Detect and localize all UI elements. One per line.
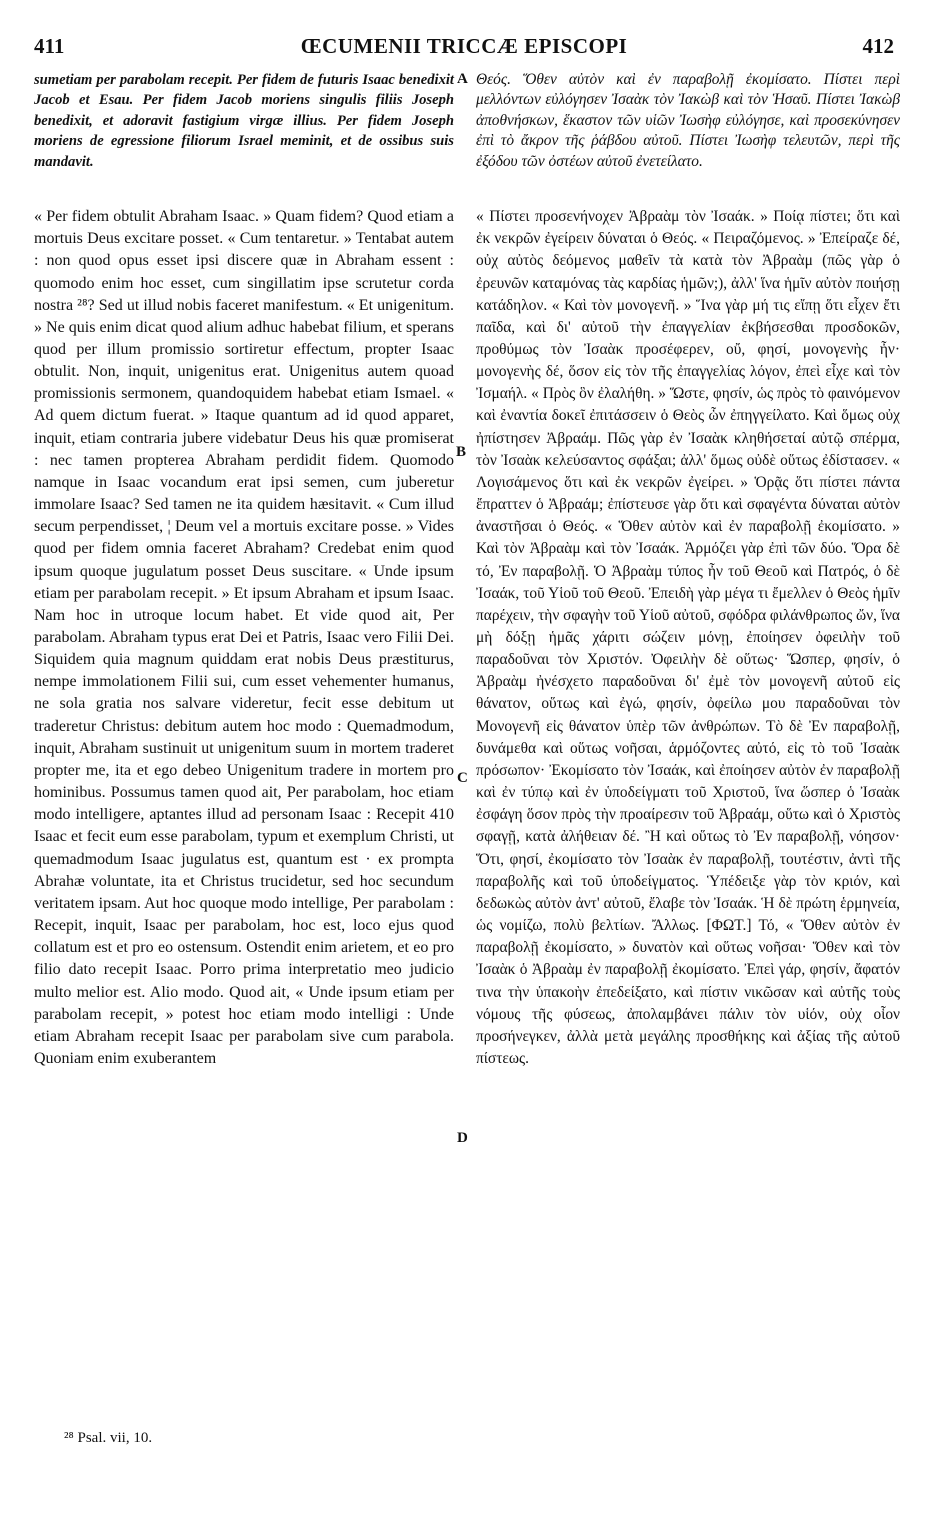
footnote: ²⁸ Psal. vii, 10. bbox=[64, 1430, 153, 1446]
page-number-left: 411 bbox=[34, 34, 65, 58]
margin-letter-c: C bbox=[457, 770, 468, 786]
page-number-right: 412 bbox=[862, 34, 894, 58]
margin-letter-d: D bbox=[457, 1130, 468, 1146]
margin-letter-b: B bbox=[456, 444, 467, 460]
running-header bbox=[34, 34, 894, 64]
greek-commentary: « Πίστει προσενήνοχεν Ἀβραὰμ τὸν Ἰσαάκ. » Ποίᾳ πίστει; ὅτι καὶ ἐκ νεκρῶν ἐγείρειν δύναται ὁ Θεός. « Πειραζόμενος. » Ἐπείραζε δέ, οὐχ αὐτὸς δεόμενος μαθεῖν τὰ κατὰ τὸν Ἀβραὰμ (πῶς γὰρ ὁ ἐρευνῶν καταμόνας τὰς καρδίας ἡμῶν;), ἀλλ' ἵνα ἡμῖν αὐτὸν ποιήσῃ κατάδηλον. « Καὶ τὸν μονογενῆ. » Ἵνα γὰρ μή τις εἴπῃ ὅτι εἶχεν ἔτι παῖδα, καὶ δι' αὐτοῦ τὴν ἐπαγγελίαν ἐκβήσεσθαι προσδοκῶν, προθύμως τὸν Ἰσαὰκ προσέφερεν, οὔ, φησί, μονογενὴς ἦν· μονογενὴς δέ, ὅσον εἰς τὸν τῆς ἐπαγγελίας λόγον, ἐπεὶ εἶχε καὶ τὸν Ἰσμαήλ. « Πρὸς ὃν ἐλαλήθη. » Ὥστε, φησίν, ὡς πρὸς τὸ φαινόμενον καὶ ἐναντία δοκεῖ ἐπιτάσσειν ὁ Θεὸς ὧν ἐπηγγείλατο. Καὶ ὅμως οὐχ ἠπίστησεν Ἀβραάμ. Πῶς γὰρ ἐν Ἰσαὰκ κληθήσεταί αὐτῷ σπέρμα, τὸν Ἰσαὰκ κελεύσαντος σφάξαι; ἀλλ' ὅμως οὐδὲ οὕτως ἐδίστασεν. « Λογισάμενος ὅτι καὶ ἐκ νεκρῶν ἐγείρει. » Ὁρᾷς ὅτι πίστει πάντα ἔπραττεν ὁ Ἀβραάμ; ἐπίστευσε γὰρ ὅτι καὶ σφαγέντα δύναται αὐτὸν ἀναστῆσαι ὁ Θεός. « Ὅθεν αὐτὸν καὶ ἐν παραβολῇ ἐκομίσατο. » Καὶ τὸν Ἀβραὰμ καὶ τὸν Ἰσαάκ. Ἁρμόζει γὰρ ἐπὶ τῶν δύο. Ὅρα δὲ τό, Ἐν παραβολῇ. Ὁ Ἀβραὰμ τύπος ἦν τοῦ Θεοῦ καὶ Πατρός, ὁ δὲ Ἰσαάκ, τοῦ Υἱοῦ τοῦ Θεοῦ. Ἐπειδὴ γὰρ μέγα τι ἔμελλεν ὁ Θεὸς ἡμῖν παρέχειν, τὴν σφαγὴν τοῦ Υἱοῦ αὐτοῦ, σφόδρα φιλάνθρωπος ὤν, ἵνα μὴ δόξῃ ἡμᾶς χάριτι σώζειν μόνῃ, ἐποίησεν ὀφειλὴν τοῦ παραδοῦναι τὸν Χριστόν. Ὀφειλὴν δὲ οὕτως· Ὥσπερ, φησίν, ὁ Ἀβραὰμ ἠνέσχετο παραδοῦναι δι' ἐμὲ τὸν μονογενῆ αὐτοῦ εἰς θάνατον, οὕτως καὶ ἐγώ, φησίν, ὀφείλω μου παραδοῦναι τὸν Μονογενῆ εἰς θάνατον ὑπὲρ τῶν ἀνθρώπων. Τὸ δὲ Ἐν παραβολῇ, δυνάμεθα καὶ οὕτως νοῆσαι, ἁρμόζοντες αὐτό, εἰς τὸ τοῦ Ἰσαὰκ πρόσωπον· Ἐκομίσατο τὸν Ἰσαάκ, καὶ ἐποίησεν αὐτὸν ἐν παραβολῇ καὶ ἐν τύπῳ καὶ ἐν ὑποδείγματι τοῦ Χριστοῦ, ἵνα ὥσπερ ὁ Ἰσαὰκ ἐσφάγη ὅσον πρὸς τὴν προαίρεσιν τοῦ Ἀβραάμ, οὕτω καὶ ὁ Χριστὸς σφαγῇ, κατὰ ἀλήθειαν δέ. Ἢ καὶ οὕτως τὸ Ἐν παραβολῇ, νόησον· Ὅτι, φησί, ἐκομίσατο τὸν Ἰσαὰκ ἐν παραβολῇ, τουτέστιν, ἀντὶ τῆς παραβολῆς καὶ τοῦ ὑποδείγματος. Ὑπέδειξε γὰρ τὸν κριόν, καὶ δεδωκὼς αὐτὸν ἀντ' αὐτοῦ, ἔλαβε τὸν Ἰσαάκ. Ἡ δὲ πρώτη ἑρμηνεία, ὡς νομίζω, πολὺ βελτίων. Ἄλλως. [ΦΩΤ.] Τό, « Ὅθεν αὐτὸν ἐν παραβολῇ ἐκομίσατο, » δυνατὸν καὶ οὕτως νοῆσαι· Ὅθεν καὶ τὸν Ἰσαὰκ ὁ Ἀβραὰμ ἐν παραβολῇ ἐκομίσατο. Ἐπεὶ γάρ, φησίν, ἄφατόν τινα τὴν ὑπακοὴν ἐπεδείξατο, καὶ πίστιν νικῶσαν καὶ αὐτῆς τοὺς νόμους τῆς φύσεως, ἀπολαμβάνει πάλιν τὸν υἱόν, οὐχ οἷον προσήνεγκεν, ἀλλὰ μετὰ μεγάλης προσθήκης καὶ ἀξίας τῆς αὐτοῦ πίστεως. bbox=[476, 208, 900, 1067]
greek-column bbox=[476, 70, 900, 1070]
greek-scripture-italic: Θεός. Ὅθεν αὐτὸν καὶ ἐν παραβολῇ ἐκομίσατο. Πίστει περὶ μελλόντων εὐλόγησεν Ἰσαὰκ τὸν Ἰακὼβ καὶ τὸν Ἡσαῦ. Πίστει Ἰακὼβ ἀποθνήσκων, ἕκαστον τῶν υἱῶν Ἰωσὴφ εὐλόγησε, καὶ προσεκύνησεν ἐπὶ τὸ ἄκρον τῆς ῥάβδου αὐτοῦ. Πίστει Ἰωσὴφ τελευτῶν, περὶ τῆς ἐξόδου τῶν ὀστέων αὐτοῦ ἐνετείλατο. bbox=[476, 71, 900, 170]
margin-letter-a: A bbox=[457, 71, 468, 87]
running-title: ŒCUMENII TRICCÆ EPISCOPI bbox=[300, 34, 628, 58]
latin-commentary: « Per fidem obtulit Abraham Isaac. » Quam fidem? Quod etiam a mortuis Deus excitare posset. « Cum tentaretur. » Tentabat autem : non quod opus esset ipsi discere quæ in Abraham essent : quomodo enim hoc esset, cum singillatim ipse scrutetur corda nostra ²⁸? Sed ut illud nobis faceret manifestum. « Et unigenitum. » Ne quis enim dicat quod alium adhuc habebat filium, et sperans quod per illum promissio sortiretur effectum, propter Isaac obtulit. Non, inquit, unigenitus erat. Unigenitus autem quoad promissionis sermonem, quandoquidem habebat etiam Ismael. « Ad quem dictum fuerat. » Itaque quantum ad id quod apparet, inquit, etiam contraria jubere videbatur Deus his quæ promiserat : nec tamen propterea Abraham perdidit fidem. Quomodo namque in Isaac vocandum erat ipsi semen, cum juberetur immolare Isaac? Sed tamen ne ita quidem hæsitavit. « Cum illud secum perpendisset, ¦ Deum vel a mortuis excitare posse. » Vides quod per fidem omnia faceret Abraham? Credebat enim quod ipsum quoque jugulatum posset Deus suscitare. « Unde ipsum etiam per parabolam recepit. » Et ipsum Abraham et ipsum Isaac. Nam hoc in utroque locum habet. Et vide quod ait, Per parabolam. Abraham typus erat Dei et Patris, Isaac vero Filii Dei. Siquidem quia magnum quiddam erat nobis Deus præstiturus, nempe immolationem Filii sui, cum esset vehementer humanus, ne sola gratia nos salvare videretur, fecit esse debitum ut traderetur Christus: debitum autem hoc modo : Quemadmodum, inquit, Abraham sustinuit ut unigenitum suum in mortem traderet propter me, ita et ego debeo Unigenitum tradere in mortem pro hominibus. Possumus tamen quod ait, Per parabolam, hoc etiam modo intelligere, aptantes illud ad personam Isaac : Recepit 410 Isaac et fecit eum esse parabolam, typum et exemplum Christi, ut quemadmodum Isaac jugulatus est, quantum est · ex prompta Abrahæ voluntate, ita et Christus trucidetur, sed hoc secundum veritatem ipsam. Aut hoc quoque modo intellige, Per parabolam : Recepit, inquit, Isaac per parabolam, hoc est, loco ejus quod collatum est et pro eo ostensum. Ostendit enim arietem, et eo pro filio dato recepit Isaac. Porro prima interpretatio meo judicio multo melior est. Alio modo. Quod ait, « Unde ipsum etiam per parabolam recepit, » potest hoc etiam modo intelligi : Unde etiam Abraham recepit Isaac per parabolam sive cum parabola. Quoniam enim exuberantem bbox=[34, 208, 454, 1067]
latin-column bbox=[34, 70, 454, 1070]
latin-scripture-italic: sumetiam per parabolam recepit. Per fidem de futuris Isaac benedixit Jacob et Esau. Per fidem Jacob moriens singulis filiis Joseph benedixit, et adoravit fastigium virgæ illius. Per fidem Joseph moriens de egressione filiorum Israel meminit, et de ossibus suis mandavit. bbox=[34, 72, 454, 170]
